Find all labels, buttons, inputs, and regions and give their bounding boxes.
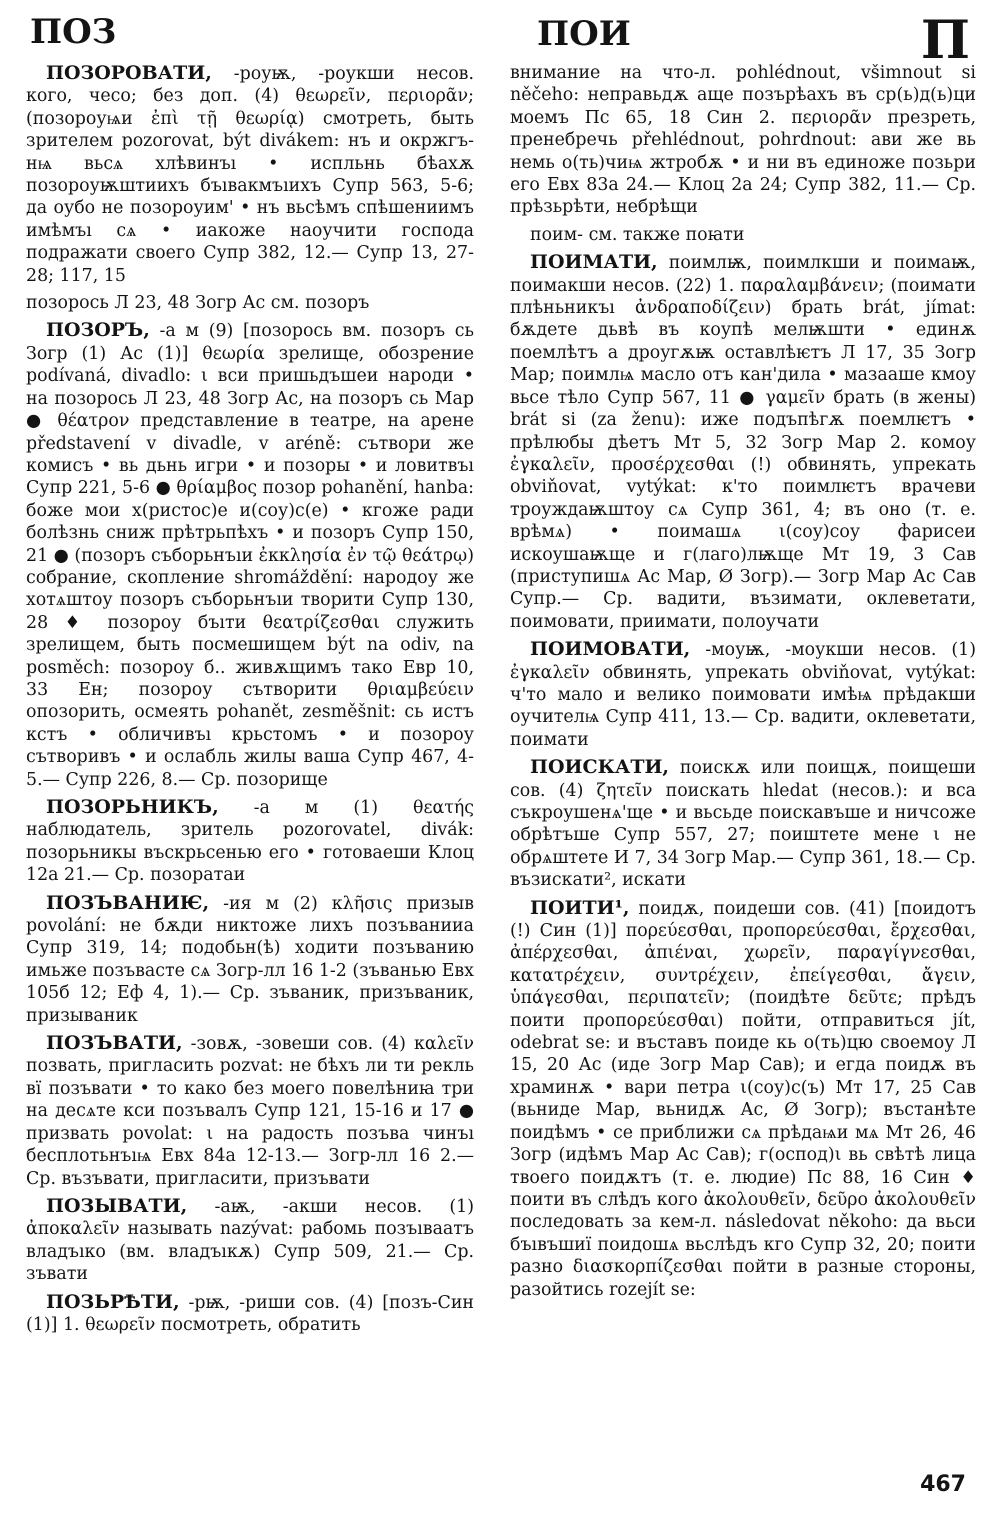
dictionary-entry xyxy=(510,224,976,246)
section-letter: П xyxy=(920,10,970,71)
dictionary-entry xyxy=(26,292,474,314)
left-column xyxy=(26,62,474,1341)
page-number: 467 xyxy=(920,1472,966,1497)
dictionary-entry xyxy=(26,1032,474,1190)
dictionary-entry xyxy=(26,319,474,791)
entry-body: поимлѭ, поимлкши и поимаѭ, поимакши несов. (22) 1. παραλαμβάνειν; (поимати плѣньникъı ἀνδραποδίζειν) брать brát, jímat: бѫдете дьвѣ въ коупѣ мелѭшти • единѫ поемлѣтъ а дроугѫѭ оставлѣѥтъ Л 17, 35 Зогр Мар; поимлѩ масло отъ кан'дила • мазааше кмоу вьсе тѣло Супр 567, 11 ● γαμεῖν брать (в жены) brát si (za ženu): иже подъпѣгѫ поемлѥтъ • прѣлюбы дѣетъ Мт 5, 32 Зогр Мар 2. комоу ἐγκαλεῖν, προσέρχεσθαι (!) обвинять, упрекать obviňovat, vytýkat: к'то поимлѥтъ врачеви троуждаѭштоу сѧ Супр 361, 4; въ оно (т. е. врѣмѧ) • поимашѧ ι(соу)соу фарисеи искоушаѭще и г(лаго)лѭще Мт 19, 3 Сав (приступишѧ Ас Мар, Ø Зогр).— Зогр Мар Ас Сав Супр.— Ср. вадити, възимати, оклеветати, поимовати, приимати, полоучати xyxy=(510,253,976,632)
entry-body: -а м (9) [позорось вм. позоръ сь Зогр (1) Ас (1)] θεωρία зрелище, обозрение podívaná, divadlo: ι вси пришьдъшеи народи • на позорось Л 23, 48 Зогр Ас, на позоръ сь Мар ● θέατρον представление в театре, на арене představení v divadle, v aréně: сътвори же комисъ • вь дьнь игри • и позоры • и ловитвъı Супр 221, 5-6 ● θρίαμβος позор pohanění, hanba: боже мои х(ристос)е и(соу)с(е) • кгоже ради болѣзнь сниж прѣтрьпѣхъ • и позоръ Супр 150, 21 ● (позоръ съборьнъıи ἐκκλησία ἐν τῷ θεάτρῳ) собрание, скопление shromáždění: народоу же хотѧштоу позоръ съборьнъıи творити Супр 130, 28 ♦ позороу бъıти θεατρίζεσθαι служить зрелищем, быть посмешищем být na odiv, na posměch: позороу б.. живѫщимъ тако Евр 10, 33 Ен; позороу сътворити θριαμβεύειν опозорить, осмеять pohanět, zesměšnit: сь истъ кстъ • обличивъı крьстомъ • и позороу сътворивъ • и ослабль жилы ваша Супр 467, 4-5.— Супр 226, 8.— Ср. позорище xyxy=(26,321,474,790)
dictionary-entry xyxy=(510,756,976,891)
entry-body: -зовѫ, -зовеши сов. (4) καλεῖν позвать, пригласить pozvat: не бѣхъ ли ти рекль вї позъвати • то како без моего повелѣниꙗ три на десѧте кси позъвалъ Супр 121, 15-16 и 17 ● призвать povolat: ι на радость позъва чинъı бесплотьнъıѩ Евх 84а 12-13.— Зогр-лл 16 2.— Ср. възъвати, пригласити, призъвати xyxy=(26,1034,474,1189)
entry-headword: ПОЗОРОВАТИ, xyxy=(46,62,212,84)
entry-body: внимание на что-л. pohlédnout, všimnout si něčeho: неправьдѫ аще позърѣахъ въ ср(ь)д(ь)ци моемъ Пс 65, 18 Син 2. περιορᾶν презреть, пренебречь přehlédnout, pohrdnout: ави же вь немь о(ть)чиѩ жтробѫ • и ни въ единоже позьри его Евх 83а 24.— Клоц 2а 24; Супр 382, 11.— Ср. прѣзьрѣти, небрѣщи xyxy=(510,63,976,218)
dictionary-entry xyxy=(26,1291,474,1337)
entry-headword: ПОЗЪВАТИ, xyxy=(46,1032,183,1055)
running-head-center: ПОИ xyxy=(537,14,631,54)
dictionary-entry xyxy=(26,62,474,287)
dictionary-entry xyxy=(510,251,976,633)
entry-headword: ПОИСКАТИ, xyxy=(530,756,670,779)
dictionary-entry xyxy=(510,897,976,1301)
entry-headword: ПОЗЫВАТИ, xyxy=(46,1194,188,1217)
entry-body: -аѭ, -акши несов. (1) ἀποκαλεῖν называть nazývat: рабомь позъıваатъ владъıко (вм. владъıкѫ) Супр 509, 21.— Ср. зъвати xyxy=(26,1196,474,1285)
entry-body: -моуѭ, -моукши несов. (1) ἐγκαλεῖν обвинять, упрекать obviňovat, vytýkat: ч'то мало и велико поимовати имѣѩ прѣдакши оучителѩ Супр 411, 13.— Ср. вадити, оклеветати, поимати xyxy=(510,640,976,750)
dictionary-entry xyxy=(26,1195,474,1286)
entry-body: поидѫ, поидеши сов. (41) [поидотъ (!) Син (1)] πορεύεσθαι, προπορεύεσθαι, ἔρχεσθαι, ἀπέρχεσθαι, ἀπιέναι, χωρεῖν, παραγίγνεσθαι, κατατρέχειν, συντρέχειν, ἐπείγεσθαι, ἄγειν, ὑπάγεσθαι, περιπατεῖν; (поидѣте δεῦτε; прѣдъ поити προπορεύεσθαι) пойти, отправиться jít, odebrat se: и въставъ поиде кь о(ть)цю своемоу Л 15, 20 Ас (иде Зогр Мар Сав); и егда поидѫ въ храминѫ • вари петра ι(соу)с(ъ) Мт 17, 25 Сав (вьниде Мар, вьнидѫ Ас, Ø Зогр); въстанѣте поидѣмъ • се приближи сѧ прѣдаѩи мѧ Мт 26, 46 Зогр (идѣмъ Мар Ас Сав); г(оспод)ι вь свѣтѣ лица твоего поидѫтъ (т. е. людие) Пс 88, 16 Син ♦ поити въ слѣдъ кого ἀκολουθεῖν, δεῦρο ἀκολουθεῖν последовать за кем-л. následovat někoho: да вьси бъıвъшиї поидошѧ вьслѣдъ кго Супр 32, 20; поити разно διασκορπίζεσθαι пойти в разные стороны, разойтись rozejít se: xyxy=(510,898,976,1300)
dictionary-entry xyxy=(510,638,976,751)
dictionary-entry xyxy=(26,796,474,887)
entry-body: -ия м (2) κλῆσις призыв povolání: не бѫди никтоже лихъ позъванииа Супр 319, 14; подобьн(ѣ) ходити позъванию имьже позъвасте сѧ Зогр-лл 16 1-2 (зъванью Евх 105б 12; Еф 4, 1).— Ср. зъваник, призъваник, призываник xyxy=(26,893,474,1026)
dictionary-entry xyxy=(26,892,474,1027)
entry-body: -роуѭ, -роукши несов. кого, чесо; без доп. (4) θεωρεῖν, περιορᾶν; (позороуѩи ἐπὶ τῇ θεωρίᾳ) смотреть, быть зрителем pozorovat, být divákem: нъ и окржгъ-нѩ вьсѧ хлѣвинъı • испльнь бѣахѫ позороуѭштиихъ бъıвакмъıихъ Супр 563, 5-6; да оубо не позороуим' • нъ вьсѣмъ спѣшениимъ имѣмъı сѧ • иакоже наоучити господа подражати своего Супр 382, 12.— Супр 13, 27-28; 117, 15 xyxy=(26,64,474,286)
entry-headword: ПОЗОРЬНИКЪ, xyxy=(46,796,219,818)
entry-body: -рѭ, -риши сов. (4) [позъ-Син (1)] 1. θεωρεῖν посмотреть, обратить xyxy=(26,1292,474,1335)
entry-headword: ПОИМАТИ, xyxy=(530,251,658,274)
dictionary-entry xyxy=(510,62,976,219)
entry-headword: ПОИТИ¹, xyxy=(530,896,630,919)
entry-headword: ПОИМОВАТИ, xyxy=(530,638,691,661)
entry-headword: ПОЗЪВАНИѤ, xyxy=(46,891,210,914)
entry-body: позорось Л 23, 48 Зогр Ас см. позоръ xyxy=(26,293,370,314)
entry-body: поискѫ или поищѫ, поищеши сов. (4) ζητεῖν поискать hledat (несов.): и вса съкроушенѧ'ще • и вьсьде поискавъше и ничсоже обрѣтъше Супр 557, 27; поиштете мене ι не обрѧштете И 7, 34 Зогр Мар.— Супр 361, 18.— Ср. възискати², искати xyxy=(510,758,976,891)
running-head-left: ПОЗ xyxy=(30,12,117,52)
entry-body: -а м (1) θεατής наблюдатель, зритель pozorovatel, divák: позорьникы въскрьсенью его • готоваеши Клоц 12а 21.— Ср. позоратаи xyxy=(26,798,474,886)
entry-body: поим- см. также поꙗти xyxy=(530,224,745,245)
right-column xyxy=(510,62,976,1306)
entry-headword: ПОЗОРЪ, xyxy=(46,319,150,342)
entry-headword: ПОЗЬРѢТИ, xyxy=(46,1290,180,1313)
